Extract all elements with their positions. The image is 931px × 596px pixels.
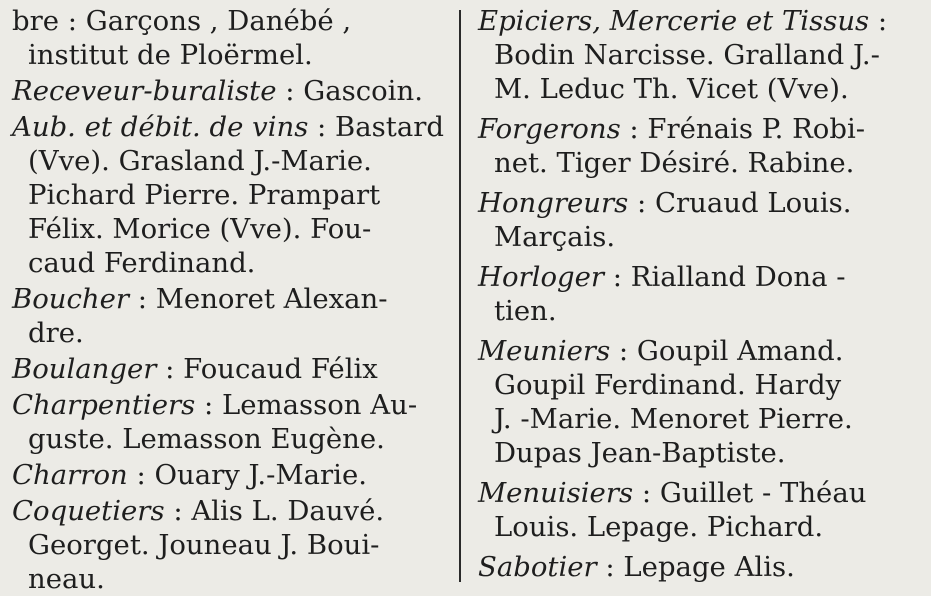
entry-text: Dupas Jean-Baptiste. [494, 437, 786, 469]
trade-label: Charpentiers [12, 389, 196, 421]
entry-line [478, 368, 910, 402]
right-column [478, 4, 910, 584]
entry-text: dre. [28, 317, 84, 349]
entry-line [478, 402, 910, 436]
entry-text: : Bastard [308, 111, 444, 143]
trade-label: Boulanger [12, 353, 157, 385]
entry-text: : Alis L. Dauvé. [164, 495, 385, 527]
entry-text: J. -Marie. Menoret Pierre. [494, 403, 853, 435]
entry-text: neau. [28, 563, 105, 595]
entry-coquetiers [12, 494, 442, 596]
trade-label: Hongreurs [478, 187, 629, 219]
entry-line [12, 38, 442, 72]
entry-line [12, 352, 442, 386]
entry-text: (Vve). Grasland J.-Marie. [28, 145, 372, 177]
entry-text: : Lepage Alis. [596, 551, 795, 583]
entry-meuniers [478, 334, 910, 470]
entry-receveur-buraliste [12, 74, 442, 108]
entry-line [12, 144, 442, 178]
entry-sabotier [478, 550, 910, 584]
trade-label: Boucher [12, 283, 130, 315]
trade-label: Coquetiers [12, 495, 165, 527]
entry-text: Marçais. [494, 221, 616, 253]
trade-label: Receveur-buraliste [12, 75, 277, 107]
entry-text: : Foucaud Félix [156, 353, 378, 385]
entry-line [12, 494, 442, 528]
entry-epiciers-mercerie-et-tissus [478, 4, 910, 106]
entry-line [12, 458, 442, 492]
entry-text: : Gascoin. [276, 75, 423, 107]
entry-line [478, 72, 910, 106]
entry-line [478, 294, 910, 328]
entry-text: : Ouary J.-Marie. [127, 459, 367, 491]
entry-text: bre : Garçons , Danébé , [12, 5, 352, 37]
entry-aub-et-debit-de-vins [12, 110, 442, 280]
entry-boulanger [12, 352, 442, 386]
trade-label: Meuniers [478, 335, 611, 367]
entry-text: : Lemasson Au- [195, 389, 418, 421]
entry-text: net. Tiger Désiré. Rabine. [494, 147, 855, 179]
entry-line [12, 316, 442, 350]
trade-label: Charron [12, 459, 128, 491]
entry-line [478, 510, 910, 544]
entry-line [478, 550, 910, 584]
left-column [12, 4, 442, 596]
entry-text: : Guillet - Théau [633, 477, 867, 509]
trade-label: Menuisiers [478, 477, 634, 509]
trade-label: Forgerons [478, 113, 621, 145]
trade-label: Epiciers, Mercerie et Tissus [478, 5, 870, 37]
entry-text: M. Leduc Th. Vicet (Vve). [494, 73, 849, 105]
entry-line [12, 388, 442, 422]
entry-line [12, 178, 442, 212]
trade-label: Horloger [478, 261, 605, 293]
entry-line [478, 146, 910, 180]
trade-label: Sabotier [478, 551, 597, 583]
entry-text: Louis. Lepage. Pichard. [494, 511, 824, 543]
entry-text: institut de Ploërmel. [28, 39, 313, 71]
entry-text: : Menoret Alexan- [129, 283, 388, 315]
entry-continuation [12, 4, 442, 72]
entry-text: Georget. Jouneau J. Boui- [28, 529, 380, 561]
entry-text: : [869, 5, 888, 37]
entry-line [478, 260, 910, 294]
entry-text: tien. [494, 295, 557, 327]
entry-line [478, 334, 910, 368]
entry-text: Pichard Pierre. Prampart [28, 179, 381, 211]
entry-line [478, 4, 910, 38]
entry-text: : Frénais P. Robi- [620, 113, 866, 145]
entry-menuisiers [478, 476, 910, 544]
entry-line [12, 74, 442, 108]
entry-hongreurs [478, 186, 910, 254]
column-divider [459, 10, 461, 582]
trade-label: Aub. et débit. de vins [12, 111, 309, 143]
entry-line [478, 38, 910, 72]
entry-line [12, 246, 442, 280]
entry-horloger [478, 260, 910, 328]
entry-text: Félix. Morice (Vve). Fou- [28, 213, 372, 245]
entry-line [12, 212, 442, 246]
entry-line [12, 282, 442, 316]
entry-charpentiers [12, 388, 442, 456]
entry-charron [12, 458, 442, 492]
entry-line [478, 220, 910, 254]
entry-line [478, 112, 910, 146]
entry-forgerons [478, 112, 910, 180]
entry-line [478, 186, 910, 220]
entry-text: : Rialland Dona - [604, 261, 846, 293]
entry-line [478, 476, 910, 510]
entry-text: : Goupil Amand. [610, 335, 844, 367]
entry-line [12, 110, 442, 144]
entry-line [12, 528, 442, 562]
entry-line [12, 4, 442, 38]
entry-text: Goupil Ferdinand. Hardy [494, 369, 842, 401]
entry-line [478, 436, 910, 470]
entry-line [12, 562, 442, 596]
entry-text: caud Ferdinand. [28, 247, 256, 279]
entry-text: Bodin Narcisse. Gralland J.- [494, 39, 880, 71]
entry-boucher [12, 282, 442, 350]
entry-line [12, 422, 442, 456]
entry-text: : Cruaud Louis. [628, 187, 852, 219]
entry-text: guste. Lemasson Eugène. [28, 423, 385, 455]
